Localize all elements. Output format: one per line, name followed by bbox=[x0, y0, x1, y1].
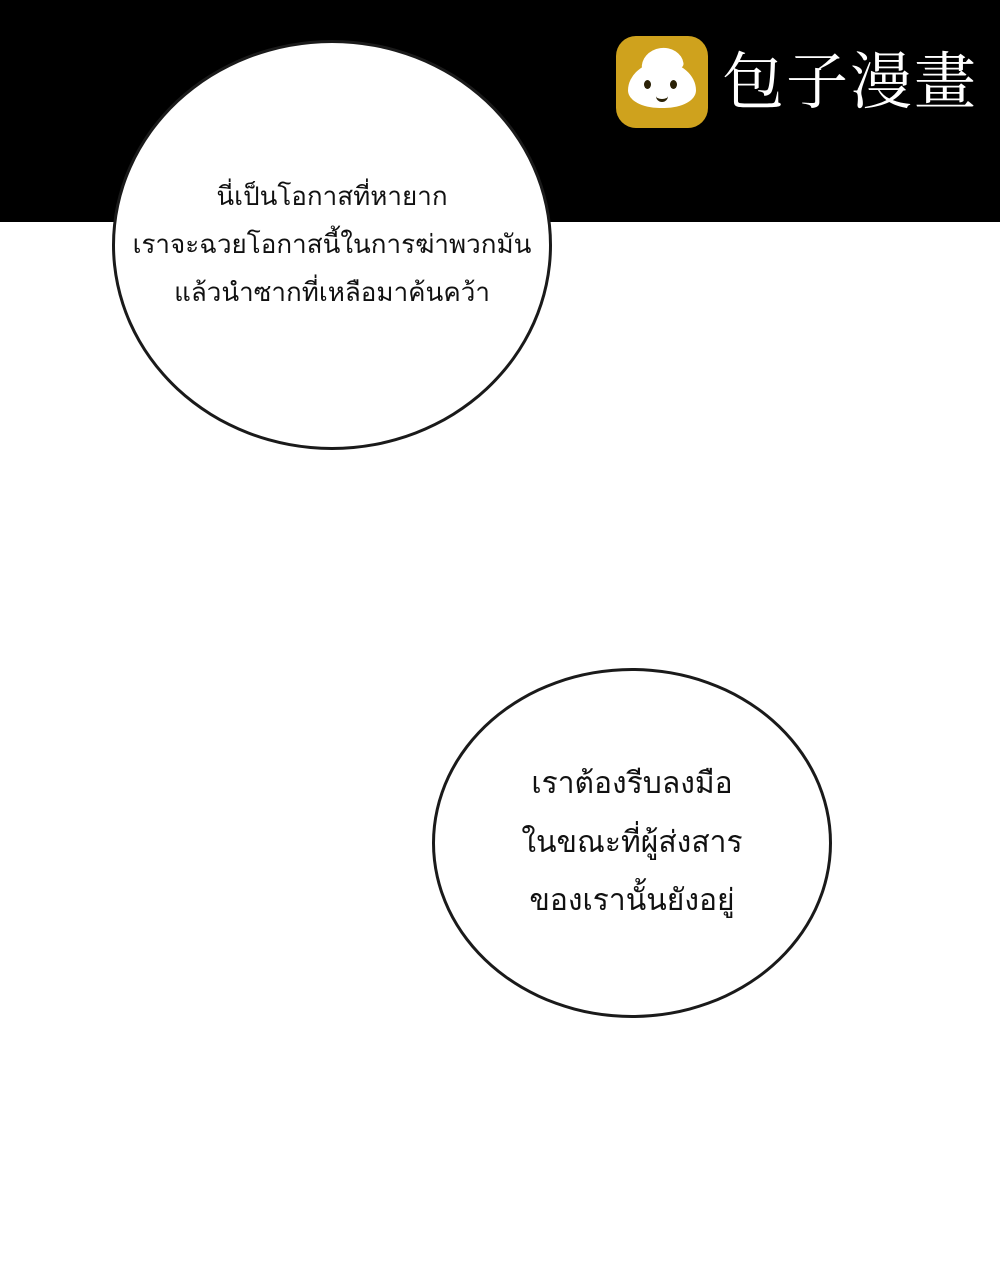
speech-bubble-2-line-3: ของเรานั้นยังอยู่ bbox=[529, 883, 735, 919]
speech-bubble-1-line-3: แล้วนำซากที่เหลือมาค้นคว้า bbox=[174, 278, 490, 309]
speech-bubble-2-line-2: ในขณะที่ผู้ส่งสาร bbox=[521, 824, 743, 860]
baozi-bun-icon bbox=[616, 36, 708, 128]
site-watermark bbox=[616, 36, 978, 128]
speech-bubble-2-line-1: เราต้องรีบลงมือ bbox=[531, 766, 733, 802]
speech-bubble-2 bbox=[432, 668, 832, 1018]
bun-left-eye-icon bbox=[644, 80, 651, 89]
speech-bubble-1 bbox=[112, 40, 552, 450]
bun-right-eye-icon bbox=[670, 80, 677, 89]
speech-bubble-1-line-1: นี่เป็นโอกาสที่หายาก bbox=[216, 181, 448, 212]
brand-name: 包子漫畫 bbox=[721, 45, 978, 118]
speech-bubble-1-line-2: เราจะฉวยโอกาสนี้ในการฆ่าพวกมัน bbox=[132, 229, 532, 260]
